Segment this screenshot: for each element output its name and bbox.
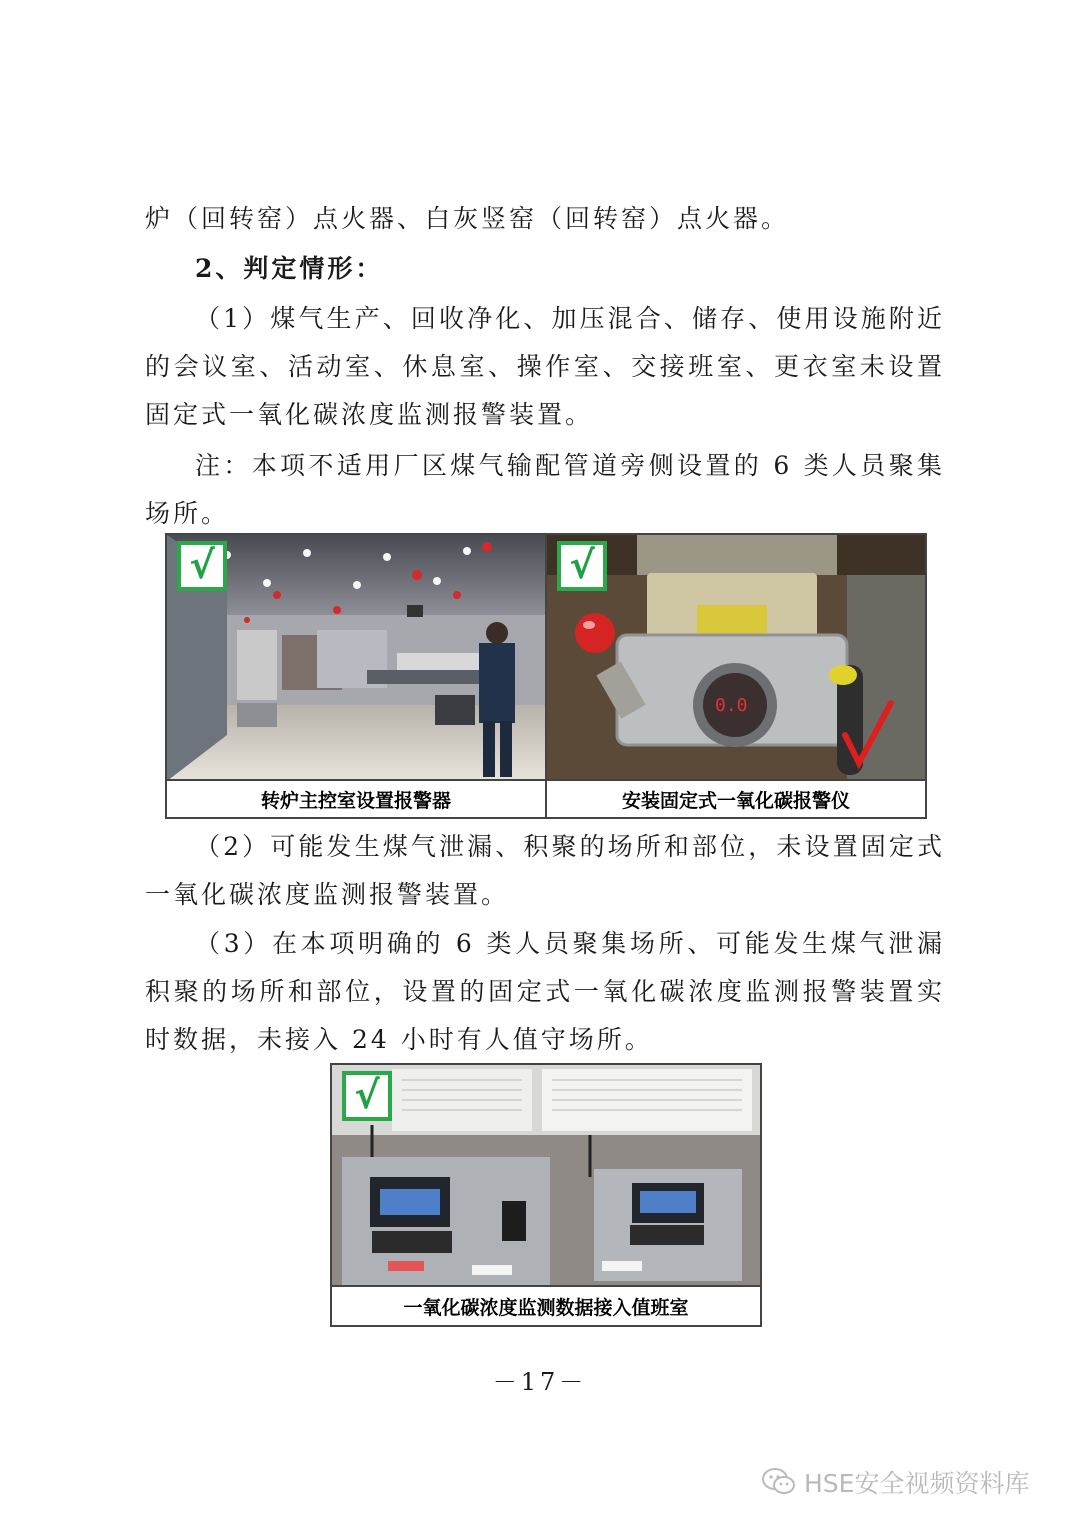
figure-1-right-caption: 安装固定式一氧化碳报警仪	[546, 780, 926, 818]
co-alarm-photo	[546, 534, 926, 780]
wechat-icon	[762, 1467, 796, 1497]
paragraph-item-1: （1）煤气生产、回收净化、加压混合、储存、使用设施附近的会议室、活动室、休息室、操作室、交接班室、更衣室未设置固定式一氧化碳浓度监测报警装置。	[145, 304, 945, 429]
monitor-panels-photo	[331, 1064, 761, 1286]
paragraph-item-2: （2）可能发生煤气泄漏、积聚的场所和部位，未设置固定式一氧化碳浓度监测报警装置。	[145, 832, 945, 909]
page-number: －17－	[492, 1368, 588, 1396]
paragraph-note: 注：本项不适用厂区煤气输配管道旁侧设置的 6 类人员聚集场所。	[145, 451, 945, 528]
watermark	[762, 1462, 1029, 1502]
paragraph-continuation: 炉（回转窑）点火器、白灰竖窑（回转窑）点火器。	[145, 204, 790, 233]
figure-1-left-caption: 转炉主控室设置报警器	[166, 780, 546, 818]
alarm-display-reading: 0.0	[715, 695, 748, 716]
check-mark-icon: √	[177, 541, 227, 591]
section-heading: 2、判定情形：	[195, 254, 384, 283]
figure-2-caption: 一氧化碳浓度监测数据接入值班室	[331, 1286, 761, 1326]
check-mark-icon: √	[342, 1071, 392, 1121]
figure-2-table	[330, 1063, 762, 1327]
check-mark-icon: √	[557, 541, 607, 591]
figure-1-table	[165, 533, 927, 819]
watermark-text: HSE安全视频资料库	[804, 1469, 1030, 1498]
paragraph-item-3: （3）在本项明确的 6 类人员聚集场所、可能发生煤气泄漏积聚的场所和部位，设置的固定式一氧化碳浓度监测报警装置实时数据，未接入 24 小时有人值守场所。	[145, 929, 945, 1054]
control-room-photo	[166, 534, 546, 780]
monitor-panels-illustration	[332, 1065, 761, 1286]
